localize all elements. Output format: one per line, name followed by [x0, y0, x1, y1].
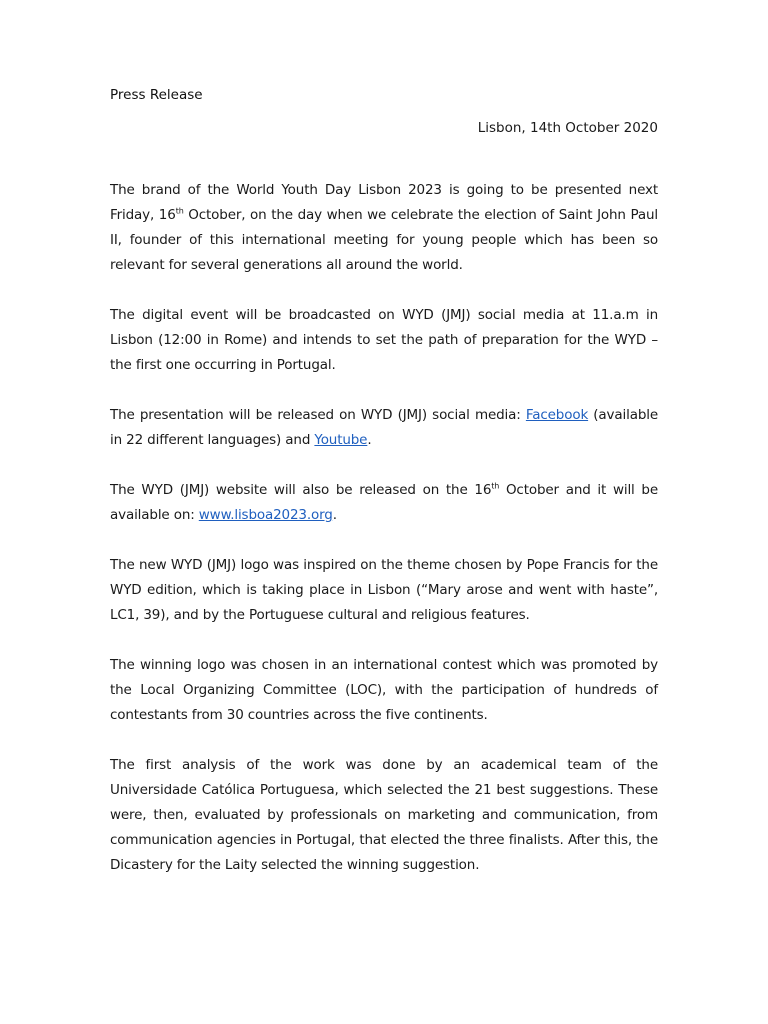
paragraph-text: The brand of the World Youth Day Lisbon 2023 is going to be presented next Friday, 16 [110, 182, 658, 223]
paragraph-selection-process: The first analysis of the work was done by an academical team of the Universidade Católica Portuguesa, which selected the 21 best suggestions. These were, then, evaluated by professionals on marketing and communication, from communication agencies in Portugal, that elected the three finalists. After this, the Dicastery for the Laity selected the winning suggestion. [110, 757, 658, 873]
paragraph-text: . [332, 507, 337, 523]
ordinal-suffix: th [175, 206, 184, 216]
paragraph-social-media [110, 403, 658, 453]
ordinal-suffix: th [491, 481, 500, 491]
paragraph-brand-presentation [110, 178, 658, 278]
document-page [110, 86, 658, 878]
paragraph-logo-contest: The winning logo was chosen in an international contest which was promoted by the Local Organizing Committee (LOC), with the participation of hundreds of contestants from 30 countries across the five continents. [110, 657, 658, 723]
paragraph-digital-event: The digital event will be broadcasted on WYD (JMJ) social media at 11.a.m in Lisbon (12:00 in Rome) and intends to set the path of preparation for the WYD – the first one occurring in Portugal. [110, 307, 658, 373]
website-link[interactable]: www.lisboa2023.org [198, 507, 333, 523]
paragraph-website [110, 478, 658, 528]
paragraph-text: . [367, 432, 372, 448]
paragraph-logo-inspiration: The new WYD (JMJ) logo was inspired on the theme chosen by Pope Francis for the WYD edition, which is taking place in Lisbon (“Mary arose and went with haste”, LC1, 39), and by the Portuguese cultural and religious features. [110, 557, 658, 623]
dateline: Lisbon, 14th October 2020 [477, 120, 658, 136]
facebook-link[interactable]: Facebook [525, 407, 589, 423]
paragraph-text: (available in 22 different languages) and [110, 407, 659, 448]
paragraph-text: October, on the day when we celebrate the election of Saint John Paul II, founder of this international meeting for young people which has been so relevant for several generations all around the world. [110, 207, 658, 273]
paragraph-text: The WYD (JMJ) website will also be released on the 16 [110, 482, 492, 498]
paragraph-text: The presentation will be released on WYD (JMJ) social media: [110, 407, 526, 423]
youtube-link[interactable]: Youtube [314, 432, 368, 448]
paragraph-text: October and it will be available on: [110, 482, 658, 523]
document-heading: Press Release [110, 87, 203, 103]
